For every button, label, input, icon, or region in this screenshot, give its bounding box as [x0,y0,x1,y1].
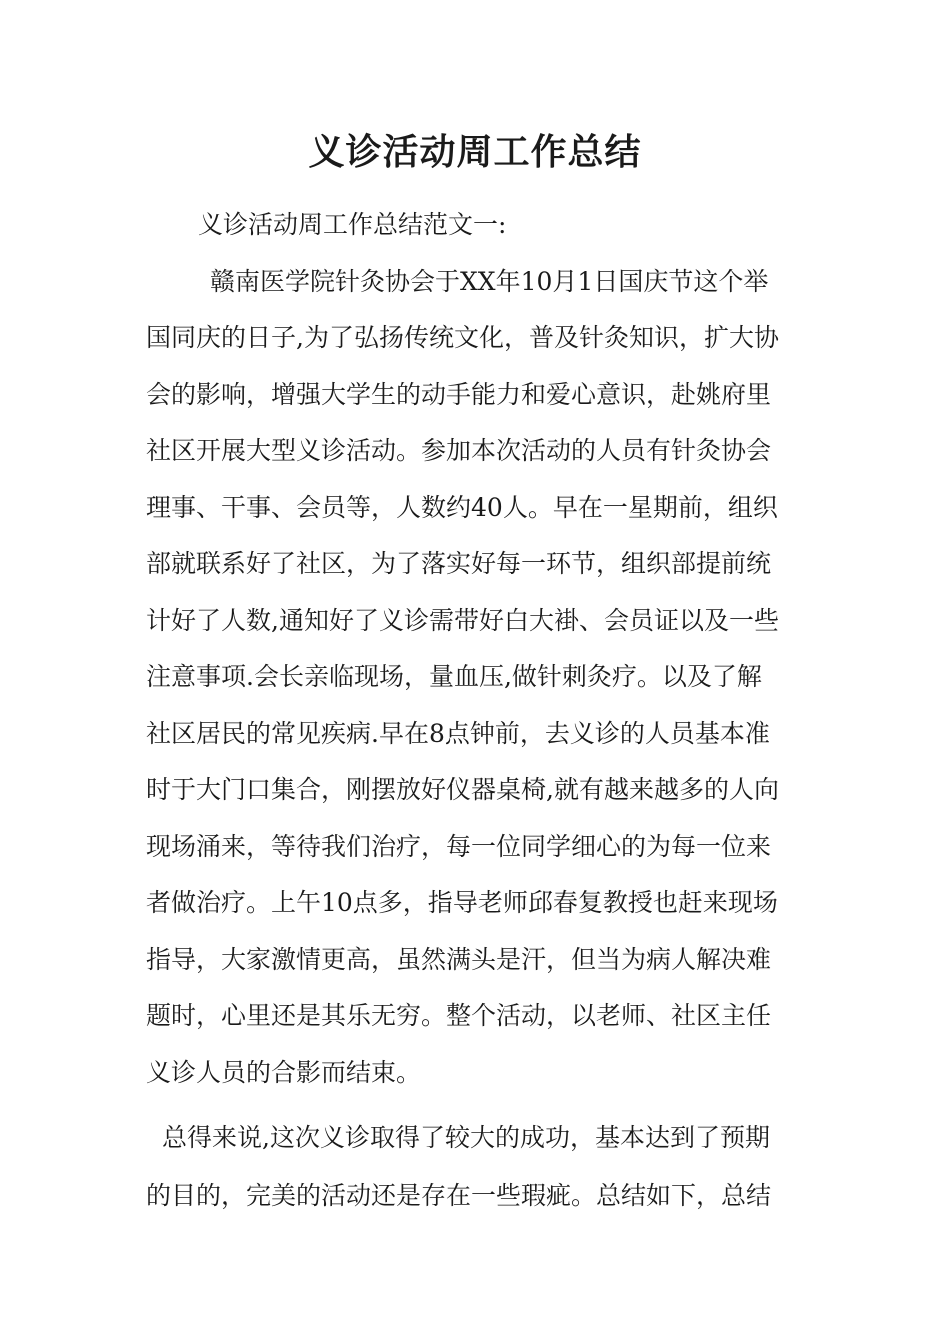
paragraph-line: 赣南医学院针灸协会于XX年10月1日国庆节这个举 [210,267,769,296]
paragraph-line: 社区居民的常见疾病.早在8点钟前，去义诊的人员基本准 [146,719,770,748]
paragraph-line: 注意事项.会长亲临现场，量血压,做针刺灸疗。以及了解 [146,662,762,691]
paragraph-line: 指导，大家激情更高，虽然满头是汗，但当为病人解决难 [146,945,772,974]
paragraph-line: 国同庆的日子,为了弘扬传统文化，普及针灸知识，扩大协 [146,323,779,352]
paragraph-line: 时于大门口集合，刚摆放好仪器桌椅,就有越来越多的人向 [146,775,779,804]
paragraph-line: 会的影响，增强大学生的动手能力和爱心意识，赴姚府里 [146,380,772,409]
paragraph-line: 题时，心里还是其乐无穷。整个活动，以老师、社区主任 [146,1001,772,1030]
paragraph-line: 理事、干事、会员等，人数约40人。早在一星期前，组织 [146,493,778,522]
paragraph-line: 义诊人员的合影而结束。 [146,1058,422,1087]
paragraph-line: 者做治疗。上午10点多，指导老师邱春复教授也赶来现场 [146,888,778,917]
paragraph-line: 现场涌来，等待我们治疗，每一位同学细心的为每一位来 [146,832,772,861]
paragraph-line: 社区开展大型义诊活动。参加本次活动的人员有针灸协会 [146,436,772,465]
paragraph-line: 总得来说,这次义诊取得了较大的成功，基本达到了预期 [162,1123,770,1152]
document-title: 义诊活动周工作总结 [308,131,642,173]
subheading-line: 义诊活动周工作总结范文一: [198,210,507,239]
paragraph-line: 的目的，完美的活动还是存在一些瑕疵。总结如下，总结 [146,1181,772,1210]
paragraph-line: 部就联系好了社区，为了落实好每一环节，组织部提前统 [146,549,772,578]
paragraph-line: 计好了人数,通知好了义诊需带好白大褂、会员证以及一些 [146,606,779,635]
